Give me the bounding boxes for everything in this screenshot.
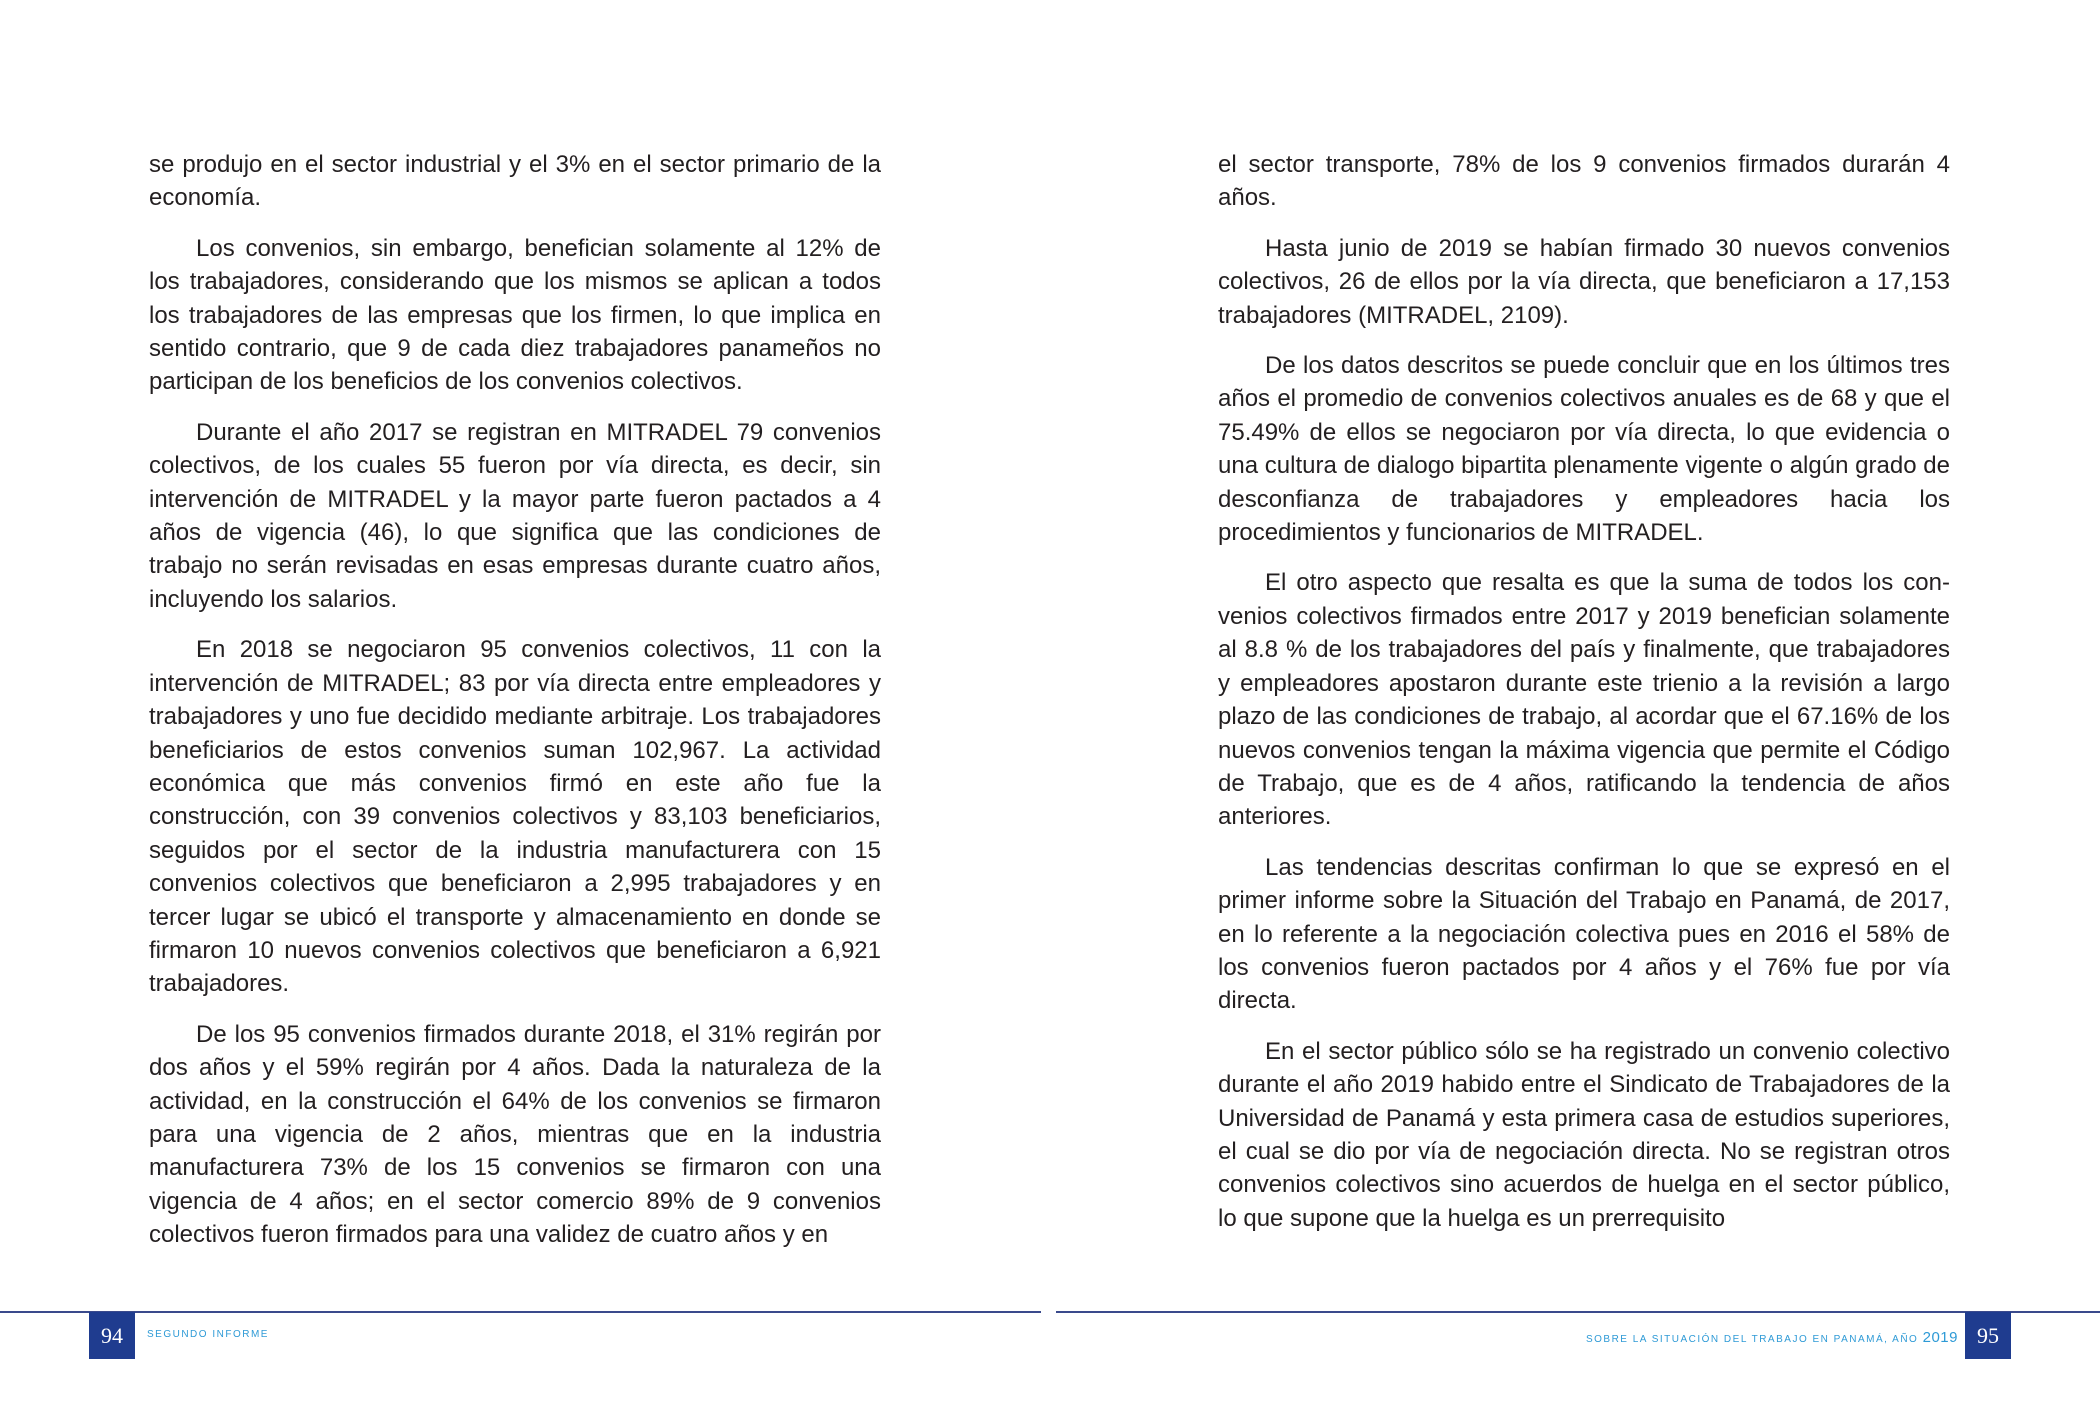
left-paragraph-3: Durante el año 2017 se registran en MITRADEL 79 convenios colectivos, de los cuales 55 fueron por vía directa, es decir, sin intervención de MITRADEL y la mayor parte fueron pactados a 4 años de vigencia (46), lo que significa que las condiciones de trabajo no serán revisadas en esas empresas durante cuatro años, incluyendo los salarios.: [149, 418, 881, 613]
running-head-year: 2019: [1922, 1329, 1958, 1346]
right-text-column: [1218, 148, 1950, 1252]
running-head-right: [1586, 1329, 1958, 1346]
right-paragraph-6: En el sector público sólo se ha registrado un convenio colectivo durante el año 2019 habido entre el Sindicato de Trabajadores de la Universidad de Panamá y esta primera casa de estudios superiores, el cual se dio por vía de negociación directa. No se registran otros convenios colectivos sino acuerdos de huelga en el sector público, lo que supone que la huelga es un prerrequisito: [1218, 1037, 1950, 1232]
footer-rule-right: [1056, 1311, 2100, 1313]
right-paragraph-5: Las tendencias descritas confirman lo que se expresó en el primer informe sobre la Situación del Trabajo en Panamá, de 2017, en lo referente a la negociación colectiva pues en 2016 el 58% de los convenios fueron pactados por 4 años y el 76% fue por vía directa.: [1218, 853, 1950, 1015]
running-head-left: SEGUNDO INFORME: [147, 1329, 269, 1340]
left-paragraph-1: se produjo en el sector industrial y el 3% en el sector primario de la economía.: [149, 151, 881, 212]
footer-rule-left: [0, 1311, 1041, 1313]
left-paragraph-4: En 2018 se negociaron 95 convenios colectivos, 11 con la intervención de MITRADEL; 83 por vía directa entre empleadores y trabajadores y uno fue decidido mediante arbitraje. Los trabajadores beneficiarios de estos convenios suman 102,967. La actividad económica que más convenios firmó en este año fue la construcción, con 39 convenios colectivos y 83,103 beneficiarios, seguidos por el sector de la industria manufacturera con 15 convenios colectivos que beneficiaron a 2,995 trabajadores y en tercer lugar se ubicó el transporte y almacenamiento en donde se firmaron 10 nuevos convenios colectivos que beneficiaron a 6,921 trabajadores.: [149, 636, 881, 998]
left-paragraph-5: De los 95 convenios firmados durante 2018, el 31% regirán por dos años y el 59% regirán por 4 años. Dada la naturaleza de la actividad, en la construcción el 64% de los convenios se firmaron para una vigencia de 2 años, mientras que en la industria manufacturera 73% de los 15 convenios se firmaron con una vigencia de 4 años; en el sector comercio 89% de 9 convenios colectivos fueron firmados para una validez de cuatro años y en: [149, 1020, 881, 1249]
page-number-right: 95: [1965, 1312, 2011, 1359]
page-number-left: 94: [89, 1312, 135, 1359]
right-paragraph-4: El otro aspecto que resalta es que la suma de todos los convenios colectivos firmados entre 2017 y 2019 benefician solamente al 8.8 % de los trabajadores del país y finalmente, que trabajadores y empleadores apostaron durante este trienio a la revisión a largo plazo de las condiciones de trabajo, al acordar que el 67.16% de los nuevos convenios tengan la máxima vigencia que permite el Código de Trabajo, que es de 4 años, ratificando la tendencia de años anteriores.: [1218, 569, 1950, 831]
right-paragraph-2: Hasta junio de 2019 se habían firmado 30 nuevos convenios colectivos, 26 de ellos por la vía directa, que beneficiaron a 17,153 trabajadores (MITRADEL, 2109).: [1218, 234, 1950, 329]
left-paragraph-2: Los convenios, sin embargo, benefician solamente al 12% de los trabajadores, considerando que los mismos se aplican a todos los trabajadores de las empresas que los firmen, lo que implica en sentido contrario, que 9 de cada diez trabajadores panameños no participan de los beneficios de los convenios colectivos.: [149, 234, 881, 396]
left-text-column: [149, 148, 881, 1269]
right-paragraph-3: De los datos descritos se puede concluir que en los últimos tres años el promedio de convenios colectivos anuales es de 68 y que el 75.49% de ellos se negociaron por vía directa, lo que evidencia o una cultura de dialogo bipartita plenamente vigente o algún grado de desconfianza de trabajadores y empleadores hacia los procedimientos y funcionarios de MITRADEL.: [1218, 352, 1950, 547]
running-head-right-text: SOBRE LA SITUACIÓN DEL TRABAJO EN PANAMÁ, AÑO: [1585, 1334, 1919, 1345]
right-page: [1050, 0, 2100, 1425]
right-paragraph-1: el sector transporte, 78% de los 9 convenios firmados durarán 4 años.: [1218, 151, 1950, 212]
